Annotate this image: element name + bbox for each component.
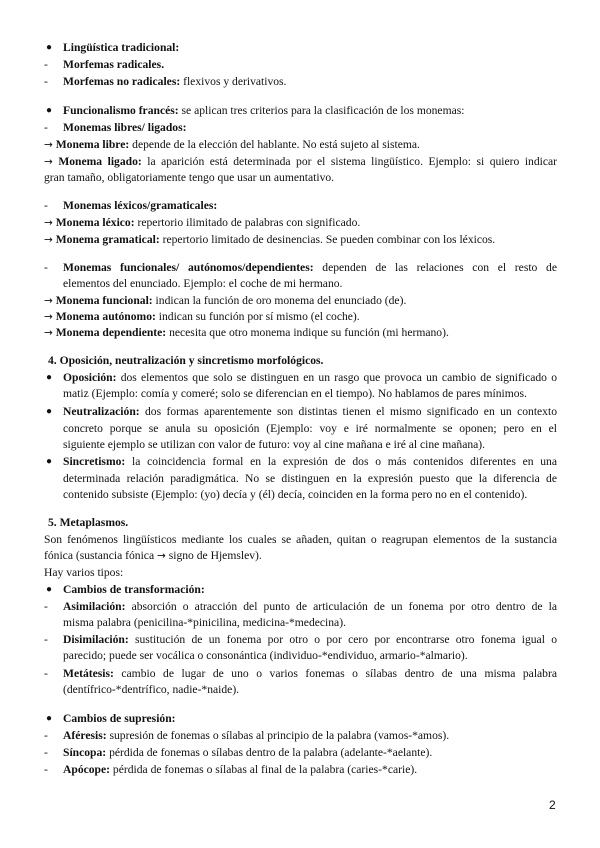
arrow-item-monema-funcional [44,293,557,309]
term: Monema ligado: [58,155,142,168]
definition: flexivos y derivativos. [180,75,287,88]
term: Asimilación: [63,600,126,613]
arrow-marker: → [44,311,53,323]
paragraph-metaplasmos-cont [44,548,557,564]
item-monemas-lexicos-gramaticales: Monemas léxicos/gramaticales: [63,199,218,212]
item-sincretismo-cont: determinada relación paradigmática. No se distinguen en la expresión puesto que la diferencia de [63,472,557,485]
item-asimilacion [63,599,557,615]
item-monemas-funcionales-cont: elementos del enunciado. Ejemplo: el coche de mi hermano. [63,277,343,290]
section-heading-4: 4. Oposición, neutralización y sincretismo morfológicos. [48,354,324,367]
dash-marker: - [44,633,48,646]
item-neutralizacion-cont2: siguiente ejemplo se utilizan con valor de futuro: voy al cine mañana e iré al cine mañana). [63,438,486,451]
arrow-item-monema-ligado [44,154,557,170]
dash-marker: - [44,746,48,759]
item-apocope [63,762,557,778]
definition: repertorio ilimitado de palabras con significado. [134,216,361,229]
term: Monema funcional: [55,294,153,307]
item-oposicion-cont: matiz (Ejemplo: comía y comeré; solo se diferencian en el tiempo). No hablamos de pares mínimos. [63,387,527,400]
item-sincretismo [63,454,557,470]
item-monemas-funcionales [63,260,557,276]
term: Funcionalismo francés: [63,104,179,117]
section-heading-5: 5. Metaplasmos. [48,516,129,529]
definition: supresión de fonemas o sílabas al principio de la palabra (vamos-*amos). [106,729,450,742]
definition: dos elementos que solo se distinguen en un rasgo que provoca un cambio de significado o [116,371,557,384]
item-metatesis [63,666,557,682]
definition: pérdida de fonemas o sílabas dentro de la palabra (adelante-*aelante). [106,746,433,759]
arrow-item-monema-lexico [44,215,557,231]
arrow-marker: → [44,156,53,168]
dash-marker: - [44,600,48,613]
arrow-marker: → [44,295,53,307]
definition: pérdida de fonemas o sílabas al final de la palabra (caries-*carie). [110,763,418,776]
definition: indican su función por sí mismo (el coche). [155,310,360,323]
arrow-marker: → [44,327,53,339]
definition: absorción o atracción del punto de articulación de un fonema por otro dentro de la [125,600,557,613]
item-monemas-libres-ligados: Monemas libres/ ligados: [63,121,187,134]
item-morfemas-radicales: Morfemas radicales. [63,58,165,71]
term: Aféresis: [63,729,107,742]
dash-marker: - [44,75,48,88]
term: Monema dependiente: [55,326,167,339]
arrow-marker: → [44,139,53,151]
definition: indican la función de oro monema del enunciado (de). [152,294,407,307]
term: Monema gramatical: [55,233,160,246]
definition: dependen de las relaciones con el resto de [313,261,557,274]
definition: cambio de lugar de uno o varios fonemas o sílabas dentro de una misma palabra [113,667,557,680]
definition: repertorio limitado de desinencias. Se pueden combinar con los léxicos. [159,233,496,246]
paragraph-tipos: Hay varios tipos: [44,566,124,579]
term: Oposición: [63,371,117,384]
term: Monema léxico: [55,216,135,229]
arrow-marker: → [44,234,53,246]
item-sincretismo-cont2: contenido subsiste (Ejemplo: (yo) decía y (él) decía, coinciden en la forma pero no en el contenido). [63,488,528,501]
term: Síncopa: [63,746,107,759]
page-number: 2 [549,798,556,812]
item-metatesis-cont: (dentífrico-*dentrífico, nadie-*naide). [63,683,240,696]
definition: la aparición está determinada por el sistema lingüístico. Ejemplo: si quiero indicar [141,155,558,168]
term: Metátesis: [63,667,114,680]
dash-marker: - [44,729,48,742]
definition: necesita que otro monema indique su función (mi hermano). [166,326,449,339]
dash-marker: - [44,261,48,274]
bullet-marker: ● [46,42,53,53]
definition: la coincidencia formal en la expresión de dos o más contenidos diferentes en una [125,455,557,468]
definition: sustitución de un fonema por otro o por cero por encontrarse otro fonema igual o [128,633,557,646]
bullet-marker: ● [46,372,53,383]
arrow-marker: → [157,550,166,562]
bullet-marker: ● [46,456,53,467]
heading-cambios-supresion: Cambios de supresión: [63,712,176,725]
paragraph-metaplasmos: Son fenómenos lingüísticos mediante los cuales se añaden, quitan o reagrupan elementos de la sustancia [44,533,557,546]
definition: se aplican tres criterios para la clasificación de los monemas: [178,104,465,117]
arrow-item-monema-dependiente [44,325,557,341]
bullet-marker: ● [46,713,53,724]
item-asimilacion-cont: misma palabra (penicilina-*pinicilina, medicina-*medecina). [63,616,346,629]
bullet-marker: ● [46,584,53,595]
item-aferesis [63,728,557,744]
text: fónica (sustancia fónica [44,549,157,562]
term: Monema libre: [55,138,130,151]
dash-marker: - [44,763,48,776]
term: Monema autónomo: [55,310,156,323]
arrow-item-monema-ligado-cont: gran tamaño, obligatoriamente tengo que usar un aumentativo. [44,171,335,184]
heading-funcionalismo-frances [63,103,557,119]
term: Morfemas no radicales: [63,75,181,88]
arrow-item-monema-autonomo [44,309,557,325]
bullet-marker: ● [46,406,53,417]
term: Neutralización: [63,405,140,418]
term: Sincretismo: [63,455,126,468]
arrow-item-monema-gramatical [44,232,557,248]
dash-marker: - [44,58,48,71]
item-oposicion [63,370,557,386]
bullet-marker: ● [46,105,53,116]
dash-marker: - [44,121,48,134]
arrow-item-monema-libre [44,137,557,153]
term: Monemas funcionales/ autónomos/dependientes: [63,261,314,274]
arrow-marker: → [44,217,53,229]
heading-linguistica-tradicional: Lingüística tradicional: [63,41,180,54]
item-neutralizacion-cont: concreto porque se anula su oposición (Ejemplo: voy e iré normalmente se oponen; pero en el [63,422,557,435]
definition: depende de la elección del hablante. No está sujeto al sistema. [129,138,420,151]
term: Apócope: [63,763,111,776]
text: signo de Hjemslev). [165,549,262,562]
item-disimilacion [63,632,557,648]
item-neutralizacion [63,404,557,420]
definition: dos formas aparentemente son distintas tienen el mismo significado en un contexto [139,405,557,418]
item-disimilacion-cont: parecido; puede ser vocálica o consonántica (individuo-*endividuo, armario-*almario). [63,649,468,662]
dash-marker: - [44,199,48,212]
term: Disimilación: [63,633,129,646]
item-morfemas-no-radicales [63,74,557,90]
item-sincopa [63,745,557,761]
dash-marker: - [44,667,48,680]
heading-cambios-transformacion: Cambios de transformación: [63,583,205,596]
